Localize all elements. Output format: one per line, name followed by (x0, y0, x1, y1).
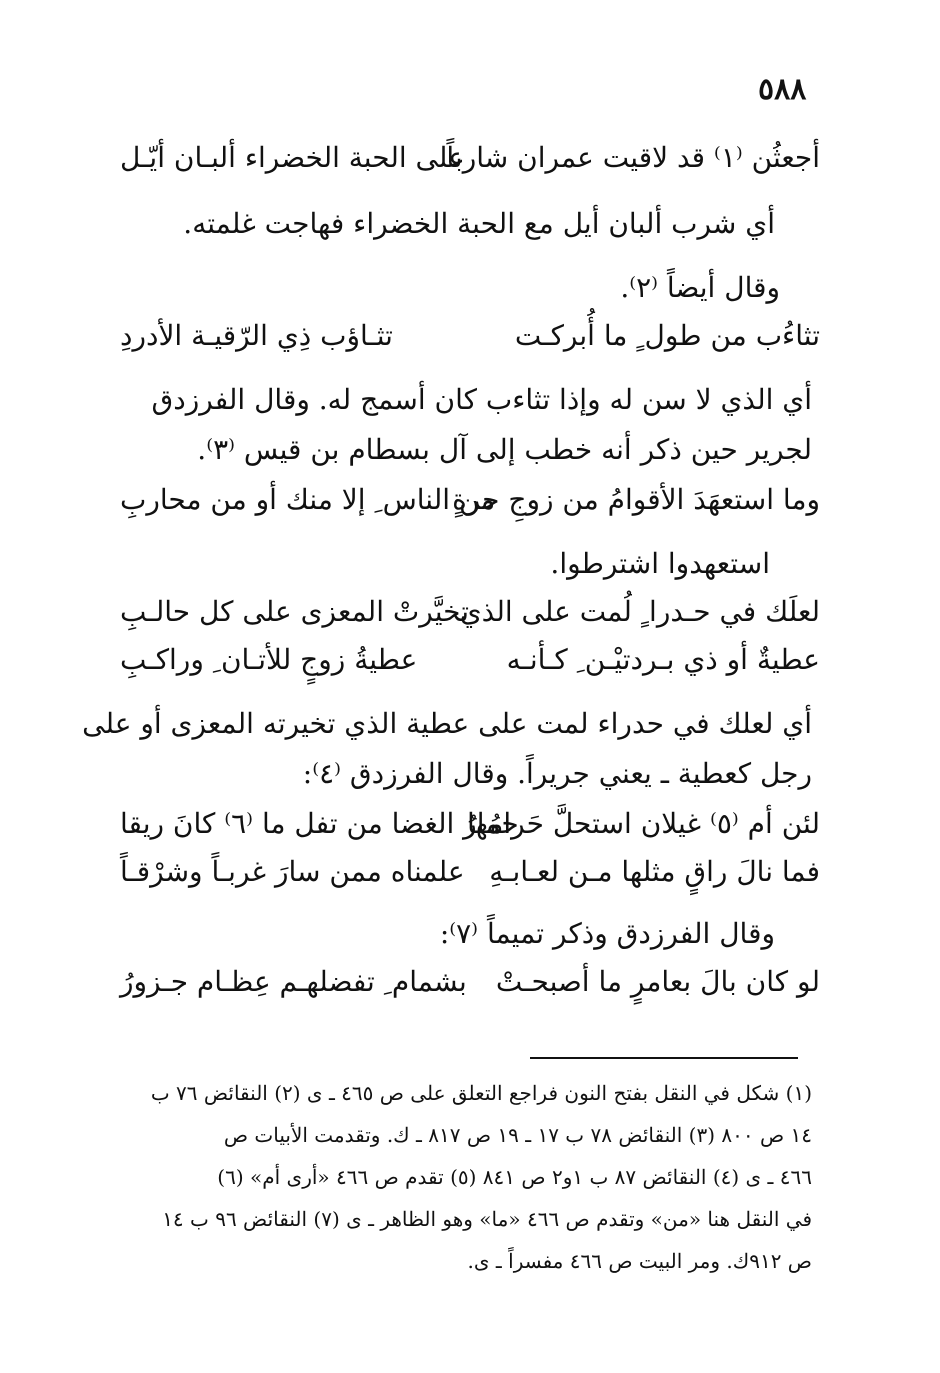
verse-4 (120, 592, 820, 632)
prose-line-6: وقال الفرزدق وذكر تميماً ⁽٧⁾: (439, 917, 775, 950)
verse-1 (120, 138, 820, 178)
footnote-line-5: ص ٩١٢ك. ومر البيت ص ٤٦٦ مفسراً ـ ى. (467, 1249, 812, 1273)
prose-line-1: أي شرب ألبان أيل مع الحبة الخضراء فهاجت غلمته. (183, 207, 775, 240)
verse-6-first-hemistich: لئن أم ⁽٥⁾ غيلان استحلَّ حَرامُها (466, 807, 820, 840)
verse-6 (120, 804, 820, 844)
verse-2-first-hemistich: تثاءُب من طول ٍ ما أُبركـت (514, 319, 820, 352)
verse-8-first-hemistich: لو كان بالَ بعامرٍ ما أصبحـتْ (495, 965, 820, 998)
verse-1-second-hemistich: على الحبة الخضراء ألبـان أيّـل (120, 141, 465, 174)
footnote-line-3: ٤٦٦ ـ ى (٤) النقائض ٨٧ ب ١و٢ ص ٨٤١ (٥) تقدم ص ٤٦٦ «أرى أم» (٦) (217, 1165, 812, 1189)
verse-7-second-hemistich: علمناه ممن سارَ غربـاً وشرْقـاً (120, 855, 465, 888)
verse-3-first-hemistich: وما استعهَدَ الأقوامُ من زوجِ حرةٍ (452, 483, 820, 516)
footnote-separator (530, 1057, 798, 1059)
prose-line-3b: لجرير حين ذكر أنه خطب إلى آل بسطام بن قيس ⁽٣⁾. (197, 433, 812, 466)
prose-line-5b: رجل كعطية ـ يعني جريراً. وقال الفرزدق ⁽٤⁾: (302, 757, 812, 790)
verse-8-second-hemistich: بشمام ِ تفضلهـم عِظـام جـزورُ (120, 965, 467, 998)
verse-3 (120, 480, 820, 520)
verse-8 (120, 962, 820, 1002)
footnote-line-1: (١) شكل في النقل بفتح النون فراجع التعلق على ص ٤٦٥ ـ ى (٢) النقائض ٧٦ ب (150, 1081, 812, 1105)
page-number: ٥٨٨ (758, 72, 807, 107)
verse-7-first-hemistich: فما نالَ راقٍ مثلها مـن لعـابـهِ (489, 855, 820, 888)
prose-line-5a: أي لعلك في حدراء لمت على عطية الذي تخيرته المعزى أو على (82, 707, 812, 740)
prose-line-2: وقال أيضاً ⁽٢⁾. (620, 271, 780, 304)
verse-4-first-hemistich: لعلَك في حـدرا ٍ لُمت على الذي (459, 595, 820, 628)
verse-2 (120, 316, 820, 356)
verse-2-second-hemistich: تثـاؤب ذِي الرّقيـة الأدردِ (120, 319, 393, 352)
verse-4-second-hemistich: تخيَّرتْ المعزى على كل حالـبِ (120, 595, 470, 628)
footnote-line-2: ١٤ ص ٨٠٠ (٣) النقائض ٧٨ ب ١٧ ـ ١٩ ص ٨١٧ ـ ك. وتقدمت الأبيات ص (223, 1123, 812, 1147)
verse-5-second-hemistich: عطيةُ زوجٍ للأتـان ِ وراكـبِ (120, 643, 418, 676)
footnote-line-4: في النقل هنا «من» وتقدم ص ٤٦٦ «ما» وهو الظاهر ـ ى (٧) النقائض ٩٦ ب ١٤ (162, 1207, 812, 1231)
prose-line-3a: أي الذي لا سن له وإذا تثاءب كان أسمج له. وقال الفرزدق (151, 383, 812, 416)
verse-5 (120, 640, 820, 680)
verse-7 (120, 852, 820, 892)
verse-3-second-hemistich: من الناس ِ إلا منك أو من محاربِ (120, 483, 496, 516)
verse-6-second-hemistich: حمارُ الغضا من تفل ما ⁽٦⁾ كانَ ريقا (120, 807, 519, 840)
verse-5-first-hemistich: عطيةٌ أو ذي بـردتيْـن ِ كـأنـه (506, 643, 820, 676)
prose-line-4: استعهدوا اشترطوا. (550, 547, 770, 580)
verse-1-first-hemistich: أجعثُن ⁽١⁾ قد لاقيت عمران شارباً (446, 141, 820, 174)
